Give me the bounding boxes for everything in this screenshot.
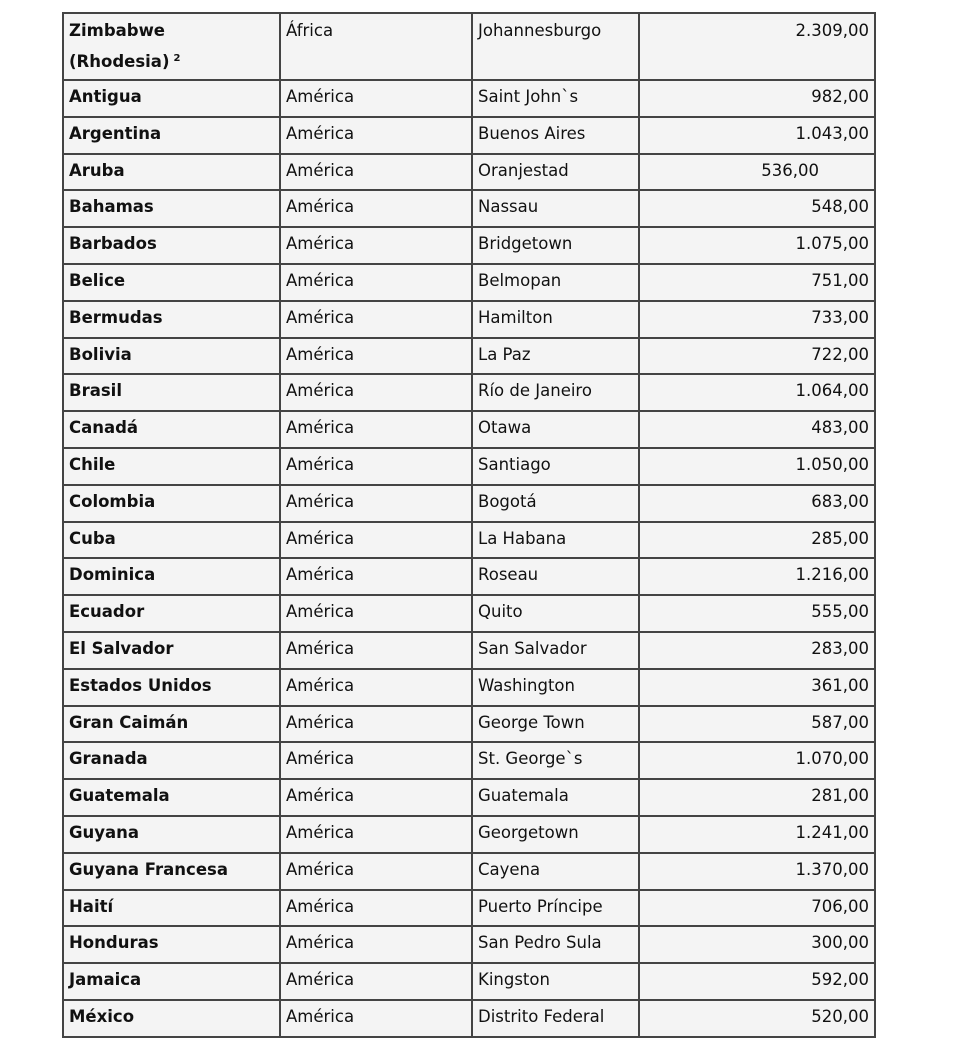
country-cell bbox=[63, 227, 280, 264]
table-row bbox=[63, 264, 875, 301]
city-cell bbox=[472, 742, 639, 779]
city-cell bbox=[472, 264, 639, 301]
city-cell-text: Buenos Aires bbox=[478, 123, 586, 143]
continent-cell-text: América bbox=[286, 123, 355, 143]
value-cell-text: 520,00 bbox=[811, 1006, 869, 1026]
table-row bbox=[63, 522, 875, 559]
continent-cell bbox=[280, 485, 472, 522]
value-cell bbox=[639, 190, 875, 227]
value-cell-text: 1.075,00 bbox=[795, 234, 869, 254]
country-cell-text: Chile bbox=[69, 454, 116, 474]
country-cell bbox=[63, 890, 280, 927]
city-cell bbox=[472, 227, 639, 264]
city-cell bbox=[472, 522, 639, 559]
city-cell bbox=[472, 154, 639, 191]
country-cell bbox=[63, 190, 280, 227]
value-cell-text: 548,00 bbox=[811, 197, 869, 217]
country-cell bbox=[63, 264, 280, 301]
value-cell bbox=[639, 522, 875, 559]
continent-cell bbox=[280, 154, 472, 191]
country-cell-text: Guyana bbox=[69, 822, 140, 842]
city-cell bbox=[472, 411, 639, 448]
country-cell-text: Belice bbox=[69, 270, 126, 290]
city-cell-text: Georgetown bbox=[478, 822, 579, 842]
continent-cell-text: América bbox=[286, 712, 355, 732]
value-cell bbox=[639, 301, 875, 338]
continent-cell-text: América bbox=[286, 822, 355, 842]
continent-cell-text: América bbox=[286, 307, 355, 327]
country-cell bbox=[63, 374, 280, 411]
country-cell-text: Guyana Francesa bbox=[69, 859, 228, 879]
country-cell bbox=[63, 301, 280, 338]
value-cell-text: 300,00 bbox=[811, 933, 869, 953]
value-cell bbox=[639, 890, 875, 927]
table-row bbox=[63, 595, 875, 632]
table-row bbox=[63, 338, 875, 375]
value-cell bbox=[639, 1000, 875, 1037]
country-cell bbox=[63, 706, 280, 743]
country-cell bbox=[63, 80, 280, 117]
continent-cell bbox=[280, 80, 472, 117]
table-row bbox=[63, 853, 875, 890]
country-cell bbox=[63, 1000, 280, 1037]
continent-cell-text: América bbox=[286, 675, 355, 695]
city-cell-text: Guatemala bbox=[478, 786, 569, 806]
table-row bbox=[63, 706, 875, 743]
value-cell-text: 483,00 bbox=[811, 418, 869, 438]
country-cell-text: México bbox=[69, 1006, 135, 1026]
city-cell bbox=[472, 706, 639, 743]
continent-cell bbox=[280, 374, 472, 411]
country-cell bbox=[63, 742, 280, 779]
continent-cell-text: América bbox=[286, 749, 355, 769]
value-cell-text: 751,00 bbox=[811, 270, 869, 290]
city-cell-text: Oranjestad bbox=[478, 160, 569, 180]
country-cell-text: Argentina bbox=[69, 123, 162, 143]
continent-cell bbox=[280, 706, 472, 743]
value-cell bbox=[639, 264, 875, 301]
city-cell bbox=[472, 485, 639, 522]
continent-cell bbox=[280, 779, 472, 816]
country-cell bbox=[63, 117, 280, 154]
table-row bbox=[63, 117, 875, 154]
continent-cell-text: América bbox=[286, 197, 355, 217]
city-cell bbox=[472, 890, 639, 927]
city-cell-text: Puerto Príncipe bbox=[478, 896, 603, 916]
value-cell-text: 281,00 bbox=[811, 786, 869, 806]
country-cell bbox=[63, 13, 280, 80]
city-cell bbox=[472, 926, 639, 963]
city-cell bbox=[472, 963, 639, 1000]
value-cell bbox=[639, 926, 875, 963]
city-cell-text: Cayena bbox=[478, 859, 541, 879]
country-cell bbox=[63, 816, 280, 853]
value-cell bbox=[639, 669, 875, 706]
country-cell-text: Zimbabwe (Rhodesia) bbox=[69, 21, 170, 71]
city-cell bbox=[472, 374, 639, 411]
country-cell-text: Haití bbox=[69, 896, 114, 916]
continent-cell bbox=[280, 558, 472, 595]
city-cell bbox=[472, 669, 639, 706]
city-cell bbox=[472, 816, 639, 853]
continent-cell-text: América bbox=[286, 344, 355, 364]
value-cell-text: 1.043,00 bbox=[795, 123, 869, 143]
table-row bbox=[63, 374, 875, 411]
country-cell-text: Brasil bbox=[69, 381, 122, 401]
table-row bbox=[63, 963, 875, 1000]
continent-cell-text: América bbox=[286, 786, 355, 806]
continent-cell-text: América bbox=[286, 1006, 355, 1026]
city-cell-text: Belmopan bbox=[478, 270, 562, 290]
country-cell bbox=[63, 926, 280, 963]
value-cell-text: 285,00 bbox=[811, 528, 869, 548]
value-cell bbox=[639, 595, 875, 632]
value-cell bbox=[639, 80, 875, 117]
city-cell-text: Río de Janeiro bbox=[478, 381, 592, 401]
value-cell-text: 283,00 bbox=[811, 638, 869, 658]
country-cell bbox=[63, 338, 280, 375]
value-cell-text: 536,00 bbox=[761, 160, 819, 180]
value-cell-text: 555,00 bbox=[811, 602, 869, 622]
table-row bbox=[63, 926, 875, 963]
country-cell bbox=[63, 669, 280, 706]
country-cell-text: Gran Caimán bbox=[69, 712, 189, 732]
value-cell bbox=[639, 154, 875, 191]
country-cell bbox=[63, 595, 280, 632]
continent-cell-text: América bbox=[286, 491, 355, 511]
value-cell-text: 587,00 bbox=[811, 712, 869, 732]
continent-cell bbox=[280, 816, 472, 853]
value-cell bbox=[639, 706, 875, 743]
city-cell-text: George Town bbox=[478, 712, 585, 732]
city-cell bbox=[472, 80, 639, 117]
continent-cell bbox=[280, 890, 472, 927]
country-cell-text: Jamaica bbox=[69, 970, 142, 990]
city-cell-text: Johannesburgo bbox=[478, 21, 602, 40]
country-cell-text: Honduras bbox=[69, 933, 159, 953]
value-cell bbox=[639, 374, 875, 411]
value-cell bbox=[639, 632, 875, 669]
country-cell-text: Cuba bbox=[69, 528, 116, 548]
continent-cell bbox=[280, 13, 472, 80]
city-cell bbox=[472, 595, 639, 632]
city-cell bbox=[472, 448, 639, 485]
value-cell-text: 1.050,00 bbox=[795, 454, 869, 474]
city-cell-text: La Habana bbox=[478, 528, 567, 548]
value-cell-text: 733,00 bbox=[811, 307, 869, 327]
continent-cell-text: América bbox=[286, 418, 355, 438]
country-cell-text: Barbados bbox=[69, 234, 157, 254]
continent-cell-text: América bbox=[286, 528, 355, 548]
value-cell bbox=[639, 13, 875, 80]
city-cell bbox=[472, 13, 639, 80]
value-cell-text: 1.070,00 bbox=[795, 749, 869, 769]
continent-cell bbox=[280, 963, 472, 1000]
city-cell-text: Kingston bbox=[478, 970, 550, 990]
continent-cell-text: África bbox=[286, 21, 334, 40]
value-cell bbox=[639, 853, 875, 890]
value-cell-text: 1.216,00 bbox=[795, 565, 869, 585]
value-cell-text: 683,00 bbox=[811, 491, 869, 511]
table-row bbox=[63, 632, 875, 669]
continent-cell bbox=[280, 669, 472, 706]
table-row bbox=[63, 190, 875, 227]
value-cell-text: 592,00 bbox=[811, 970, 869, 990]
continent-cell bbox=[280, 1000, 472, 1037]
table-row bbox=[63, 485, 875, 522]
continent-cell bbox=[280, 264, 472, 301]
table-row bbox=[63, 1000, 875, 1037]
continent-cell bbox=[280, 742, 472, 779]
country-cell-text: Ecuador bbox=[69, 602, 145, 622]
country-cell bbox=[63, 411, 280, 448]
country-cell-text: Bolivia bbox=[69, 344, 132, 364]
city-cell-text: Bogotá bbox=[478, 491, 537, 511]
country-cell-text: Estados Unidos bbox=[69, 675, 212, 695]
value-cell-text: 1.064,00 bbox=[795, 381, 869, 401]
city-cell-text: La Paz bbox=[478, 344, 531, 364]
country-cell bbox=[63, 485, 280, 522]
continent-cell bbox=[280, 190, 472, 227]
table-row bbox=[63, 80, 875, 117]
country-cell bbox=[63, 632, 280, 669]
table-row bbox=[63, 816, 875, 853]
city-cell-text: Santiago bbox=[478, 454, 551, 474]
country-cell bbox=[63, 154, 280, 191]
countries-table bbox=[62, 12, 876, 1038]
table-row bbox=[63, 301, 875, 338]
table-row bbox=[63, 13, 875, 80]
continent-cell-text: América bbox=[286, 602, 355, 622]
country-cell bbox=[63, 853, 280, 890]
city-cell-text: Hamilton bbox=[478, 307, 553, 327]
city-cell bbox=[472, 558, 639, 595]
continent-cell-text: América bbox=[286, 234, 355, 254]
continent-cell-text: América bbox=[286, 970, 355, 990]
country-cell-text: El Salvador bbox=[69, 638, 174, 658]
continent-cell-text: América bbox=[286, 638, 355, 658]
city-cell bbox=[472, 853, 639, 890]
city-cell-text: Saint John`s bbox=[478, 87, 579, 106]
continent-cell bbox=[280, 853, 472, 890]
continent-cell bbox=[280, 448, 472, 485]
table-row bbox=[63, 227, 875, 264]
continent-cell bbox=[280, 301, 472, 338]
city-cell bbox=[472, 632, 639, 669]
country-cell bbox=[63, 963, 280, 1000]
continent-cell-text: América bbox=[286, 859, 355, 879]
city-cell-text: St. George`s bbox=[478, 749, 583, 769]
value-cell bbox=[639, 227, 875, 264]
continent-cell bbox=[280, 632, 472, 669]
value-cell-text: 722,00 bbox=[811, 344, 869, 364]
continent-cell-text: América bbox=[286, 896, 355, 916]
country-cell-text: Bahamas bbox=[69, 197, 154, 217]
country-cell-text: Dominica bbox=[69, 565, 156, 585]
table-row bbox=[63, 558, 875, 595]
continent-cell-text: América bbox=[286, 933, 355, 953]
value-cell-text: 2.309,00 bbox=[795, 21, 869, 40]
continent-cell bbox=[280, 926, 472, 963]
value-cell bbox=[639, 338, 875, 375]
table-row bbox=[63, 154, 875, 191]
city-cell bbox=[472, 190, 639, 227]
country-cell-text: Guatemala bbox=[69, 786, 170, 806]
continent-cell-text: América bbox=[286, 381, 355, 401]
continent-cell-text: América bbox=[286, 87, 355, 106]
continent-cell bbox=[280, 595, 472, 632]
country-cell-text: Antigua bbox=[69, 87, 142, 106]
value-cell bbox=[639, 816, 875, 853]
value-cell bbox=[639, 963, 875, 1000]
city-cell-text: Otawa bbox=[478, 418, 532, 438]
table-body bbox=[63, 13, 875, 1037]
city-cell-text: Washington bbox=[478, 675, 575, 695]
table-row bbox=[63, 411, 875, 448]
value-cell bbox=[639, 117, 875, 154]
table-row bbox=[63, 890, 875, 927]
country-cell-text: Canadá bbox=[69, 418, 139, 438]
city-cell bbox=[472, 301, 639, 338]
value-cell bbox=[639, 411, 875, 448]
table-row bbox=[63, 742, 875, 779]
country-cell-text: Bermudas bbox=[69, 307, 163, 327]
table-row bbox=[63, 669, 875, 706]
country-cell-text: Colombia bbox=[69, 491, 156, 511]
continent-cell-text: América bbox=[286, 160, 355, 180]
value-cell-text: 361,00 bbox=[811, 675, 869, 695]
city-cell-text: Distrito Federal bbox=[478, 1006, 605, 1026]
continent-cell bbox=[280, 227, 472, 264]
city-cell-text: Bridgetown bbox=[478, 234, 573, 254]
value-cell bbox=[639, 779, 875, 816]
city-cell-text: San Pedro Sula bbox=[478, 933, 602, 953]
footnote-marker: 2 bbox=[173, 53, 181, 64]
continent-cell bbox=[280, 338, 472, 375]
continent-cell-text: América bbox=[286, 270, 355, 290]
continent-cell bbox=[280, 117, 472, 154]
value-cell-text: 982,00 bbox=[811, 87, 869, 106]
value-cell bbox=[639, 742, 875, 779]
continent-cell-text: América bbox=[286, 454, 355, 474]
country-cell bbox=[63, 558, 280, 595]
city-cell-text: Roseau bbox=[478, 565, 539, 585]
city-cell bbox=[472, 117, 639, 154]
city-cell-text: San Salvador bbox=[478, 638, 587, 658]
city-cell bbox=[472, 1000, 639, 1037]
value-cell bbox=[639, 448, 875, 485]
table-row bbox=[63, 779, 875, 816]
country-cell bbox=[63, 448, 280, 485]
continent-cell-text: América bbox=[286, 565, 355, 585]
continent-cell bbox=[280, 411, 472, 448]
country-cell-text: Granada bbox=[69, 749, 148, 769]
city-cell-text: Quito bbox=[478, 602, 523, 622]
value-cell bbox=[639, 485, 875, 522]
country-cell bbox=[63, 779, 280, 816]
table-row bbox=[63, 448, 875, 485]
city-cell bbox=[472, 338, 639, 375]
city-cell-text: Nassau bbox=[478, 197, 539, 217]
country-cell-text: Aruba bbox=[69, 160, 125, 180]
value-cell-text: 1.241,00 bbox=[795, 822, 869, 842]
city-cell bbox=[472, 779, 639, 816]
continent-cell bbox=[280, 522, 472, 559]
country-cell bbox=[63, 522, 280, 559]
value-cell bbox=[639, 558, 875, 595]
value-cell-text: 706,00 bbox=[811, 896, 869, 916]
value-cell-text: 1.370,00 bbox=[795, 859, 869, 879]
